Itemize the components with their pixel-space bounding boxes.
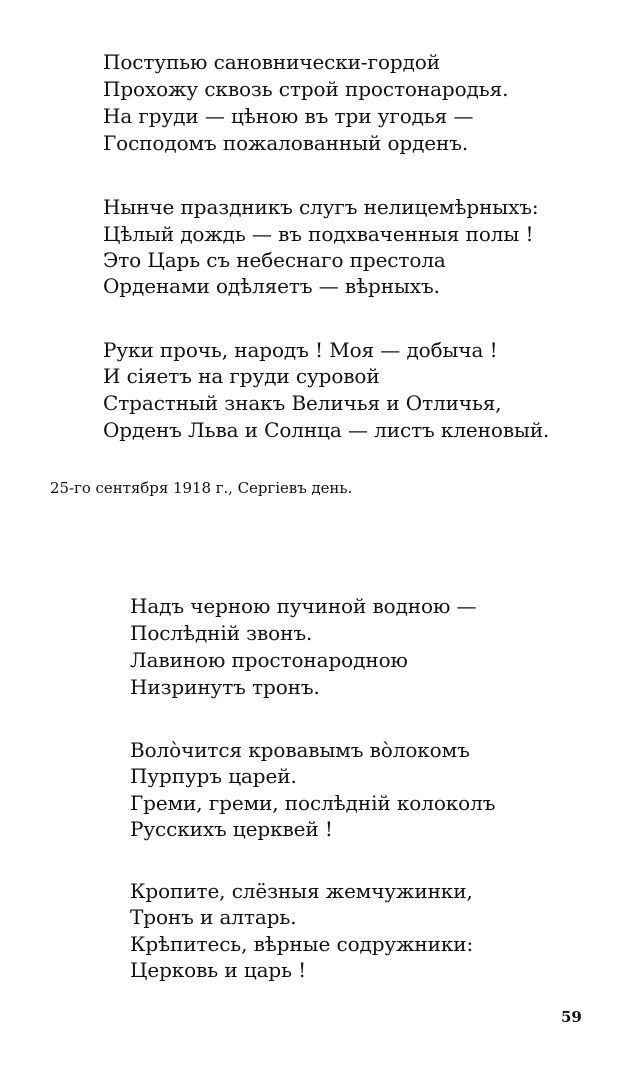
poem-line: Надъ черною пучиной водною — — [130, 594, 477, 618]
page-number: 59 — [561, 1008, 582, 1026]
poem-line: Прохожу сквозь строй простонародья. — [103, 77, 509, 101]
poem-line: Господомъ пожалованный орденъ. — [103, 131, 469, 155]
poem-line: Кропите, слёзныя жемчужинки, — [130, 879, 473, 903]
poem-line: Руки прочь, народъ ! Моя — добыча ! — [103, 338, 498, 362]
poem-line: Это Царь съ небеснаго престола — [103, 248, 446, 272]
poem-date-line: 25-го сентября 1918 г., Сергіевъ день. — [50, 479, 353, 497]
poem-line: На груди — цѣною въ три угодья — — [103, 104, 474, 128]
poem-line: Цѣлый дождь — въ подхваченныя полы ! — [103, 222, 534, 246]
poem-line: Страстный знакъ Величья и Отличья, — [103, 391, 502, 415]
poem-line: Русскихъ церквей ! — [130, 817, 333, 841]
poem-line: Церковь и царь ! — [130, 958, 307, 982]
poem-line: Тронъ и алтарь. — [130, 905, 297, 929]
poem-line: Нынче праздникъ слугъ нелицемѣрныхъ: — [103, 195, 539, 219]
poem-line: Крѣпитесь, вѣрные содружники: — [130, 932, 474, 956]
poem-line: Орденами одѣляетъ — вѣрныхъ. — [103, 274, 440, 298]
poem-line: И сіяетъ на груди суровой — [103, 364, 380, 388]
poem-line: Лавиною простонародною — [130, 648, 408, 672]
poem-line: Пурпуръ царей. — [130, 764, 297, 788]
poem-line: Поступью сановнически-гордой — [103, 50, 440, 74]
poem-line: Волòчится кровавымъ вòлокомъ — [130, 738, 470, 762]
poem-line: Послѣдній звонъ. — [130, 621, 313, 645]
poem-line: Греми, греми, послѣдній колоколъ — [130, 791, 496, 815]
poem-line: Орденъ Льва и Солнца — листъ кленовый. — [103, 418, 550, 442]
poem-line: Низринутъ тронъ. — [130, 675, 320, 699]
